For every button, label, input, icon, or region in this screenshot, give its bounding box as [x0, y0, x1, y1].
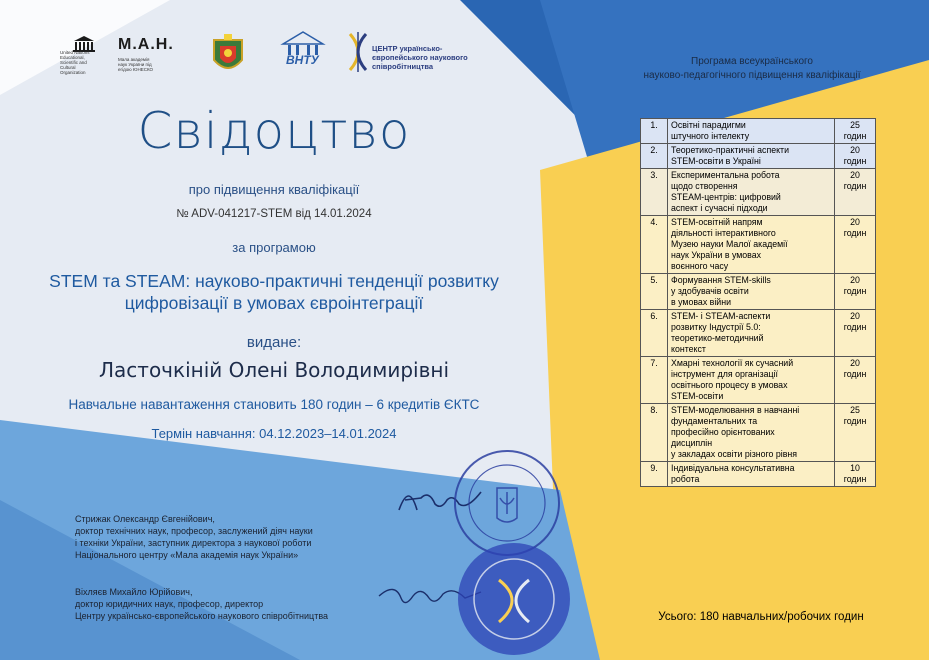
signatory-1-title-line-2: і техніки України, заступник директора з наукової роботи	[75, 538, 312, 548]
plan-topic-line: аспект і сучасні підходи	[671, 203, 768, 213]
plan-topic-line: контекст	[671, 344, 706, 354]
signatory-1-name: Стрижак Олександр Євгенійович,	[75, 514, 215, 524]
plan-hours-unit: годин	[843, 474, 867, 484]
plan-topic-line: освітнього процесу в умовах	[671, 380, 788, 390]
plan-topic-line: STEM- і STEAM-аспекти	[671, 311, 771, 321]
workload-text: Навчальне навантаження становить 180 годин – 6 кредитів ЄКТС	[68, 397, 480, 412]
plan-hours-unit: годин	[843, 156, 867, 166]
signatory-2-name: Віхляєв Михайло Юрійович,	[75, 587, 193, 597]
issued-label: видане:	[246, 334, 302, 351]
plan-row-number: 4.	[641, 216, 668, 274]
plan-hours-value: 20	[850, 358, 860, 368]
plan-hours-value: 10	[850, 463, 860, 473]
signatory-1-title-line-3: Національного центру «Мала академія наук України»	[75, 550, 299, 560]
certificate-subtitle: про підвищення кваліфікації	[188, 182, 360, 197]
plan-heading-line-2: науково-педагогічного підвищення кваліфікації	[643, 70, 861, 81]
plan-hours-value: 25	[850, 120, 860, 130]
plan-hours-value: 25	[850, 405, 860, 415]
plan-row-topic	[668, 357, 835, 404]
plan-topic-line: інструмент для організації	[671, 369, 778, 379]
signatory-2	[75, 586, 375, 622]
plan-topic-line: у здобувачів освіти	[671, 286, 749, 296]
program-title-line-2: цифровізації в умовах євроінтеграції	[124, 293, 424, 313]
plan-hours-value: 20	[850, 217, 860, 227]
plan-row-number: 2.	[641, 144, 668, 169]
plan-table-row	[641, 357, 876, 404]
recipient-name: Ласточкіній Олені Володимирівні	[99, 358, 449, 382]
plan-topic-line: робота	[671, 474, 700, 484]
plan-row-number: 5.	[641, 274, 668, 310]
plan-topic-line: STEAM-центрів: цифровий	[671, 192, 781, 202]
plan-table-row	[641, 404, 876, 462]
plan-topic-line: наук України в умовах	[671, 250, 762, 260]
plan-topic-line: професійно орієнтованих	[671, 427, 775, 437]
plan-topic-line: STEM-освітній напрям	[671, 217, 763, 227]
plan-hours-unit: годин	[843, 416, 867, 426]
vntu-logo-text: ВНТУ	[286, 53, 319, 67]
plan-row-hours	[835, 404, 876, 462]
center-logo	[346, 32, 370, 72]
plan-row-hours	[835, 357, 876, 404]
plan-topic-line: Експериментальна робота	[671, 170, 780, 180]
plan-topic-line: STEM-освіти в Україні	[671, 156, 761, 166]
program-label: за програмою	[232, 240, 316, 255]
man-caption: Мала академія наук України під егідою ЮНЕСКО	[118, 57, 154, 72]
signatory-2-title-line-2: Центру українсько-європейського наукового співробітництва	[75, 611, 329, 621]
plan-table-row	[641, 462, 876, 487]
regional-coat-of-arms-logo	[208, 34, 248, 78]
plan-topic-line: дисциплін	[671, 438, 713, 448]
plan-topic-line: теоретико-методичний	[671, 333, 764, 343]
plan-hours-value: 20	[850, 311, 860, 321]
plan-topic-line: Формування STEM-skills	[671, 275, 771, 285]
plan-topic-line: Індивідуальна консультативна	[671, 463, 795, 473]
plan-hours-value: 20	[850, 170, 860, 180]
plan-row-hours	[835, 169, 876, 216]
plan-topic-line: Освітні парадигми	[671, 120, 746, 130]
plan-table-row	[641, 274, 876, 310]
plan-table-row	[641, 119, 876, 144]
plan-table	[640, 118, 876, 487]
certificate-title: Свідоцтво	[137, 102, 411, 160]
plan-topic-line: воєнного часу	[671, 261, 729, 271]
plan-table-row	[641, 169, 876, 216]
plan-hours-unit: годин	[843, 228, 867, 238]
plan-row-topic	[668, 169, 835, 216]
plan-row-number: 7.	[641, 357, 668, 404]
certificate-number: № ADV-041217-STEM від 14.01.2024	[176, 208, 372, 220]
plan-hours-unit: годин	[843, 181, 867, 191]
plan-table-row	[641, 310, 876, 357]
center-logo-text: ЦЕНТР українсько-європейського наукового співробітництва	[372, 44, 468, 71]
plan-row-hours	[835, 216, 876, 274]
plan-row-topic	[668, 310, 835, 357]
plan-topic-line: щодо створення	[671, 181, 738, 191]
study-period: Термін навчання: 04.12.2023–14.01.2024	[151, 426, 397, 441]
signatory-1	[75, 513, 375, 561]
plan-row-hours	[835, 462, 876, 487]
plan-hours-unit: годин	[843, 369, 867, 379]
plan-heading-line-1: Програма всеукраїнського	[691, 56, 813, 67]
plan-topic-line: в умовах війни	[671, 297, 731, 307]
plan-row-number: 8.	[641, 404, 668, 462]
plan-topic-line: Музею науки Малої академії	[671, 239, 788, 249]
plan-table-row	[641, 216, 876, 274]
man-logo-text: М.А.Н.	[118, 36, 174, 53]
plan-row-number: 9.	[641, 462, 668, 487]
plan-row-topic	[668, 216, 835, 274]
plan-row-topic	[668, 144, 835, 169]
plan-table-row	[641, 144, 876, 169]
plan-hours-unit: годин	[843, 131, 867, 141]
plan-topic-line: діяльності інтерактивного	[671, 228, 776, 238]
plan-row-number: 1.	[641, 119, 668, 144]
plan-hours-unit: годин	[843, 286, 867, 296]
plan-topic-line: STEM-моделювання в навчанні	[671, 405, 800, 415]
unesco-caption: United Nations Educational, Scientific and Cultural Organization	[60, 50, 90, 75]
program-title	[0, 270, 548, 314]
program-title-line-1: STEM та STEAM: науково-практичні тенденції розвитку	[49, 271, 499, 291]
plan-topic-line: фундаментальних та	[671, 416, 758, 426]
signatory-2-title-line-1: доктор юридичних наук, професор, директор	[75, 599, 264, 609]
plan-topic-line: штучного інтелекту	[671, 131, 750, 141]
plan-row-topic	[668, 119, 835, 144]
plan-topic-line: Теоретико-практичні аспекти	[671, 145, 789, 155]
plan-hours-value: 20	[850, 275, 860, 285]
plan-row-hours	[835, 144, 876, 169]
plan-row-topic	[668, 274, 835, 310]
signatory-1-title-line-1: доктор технічних наук, професор, заслужений діяч науки	[75, 526, 313, 536]
plan-heading	[612, 55, 892, 83]
plan-row-hours	[835, 119, 876, 144]
plan-row-hours	[835, 310, 876, 357]
plan-row-number: 3.	[641, 169, 668, 216]
plan-total: Усього: 180 навчальних/робочих годин	[658, 611, 864, 623]
plan-topic-line: у закладах освіти різного рівня	[671, 449, 798, 459]
plan-row-topic	[668, 404, 835, 462]
plan-hours-unit: годин	[843, 322, 867, 332]
plan-row-number: 6.	[641, 310, 668, 357]
plan-row-hours	[835, 274, 876, 310]
plan-topic-line: Хмарні технології як сучасний	[671, 358, 794, 368]
plan-topic-line: STEM-освіти	[671, 391, 724, 401]
plan-hours-value: 20	[850, 145, 860, 155]
plan-row-topic	[668, 462, 835, 487]
plan-topic-line: розвитку Індустрії 5.0:	[671, 322, 761, 332]
center-seal-image	[455, 540, 573, 658]
